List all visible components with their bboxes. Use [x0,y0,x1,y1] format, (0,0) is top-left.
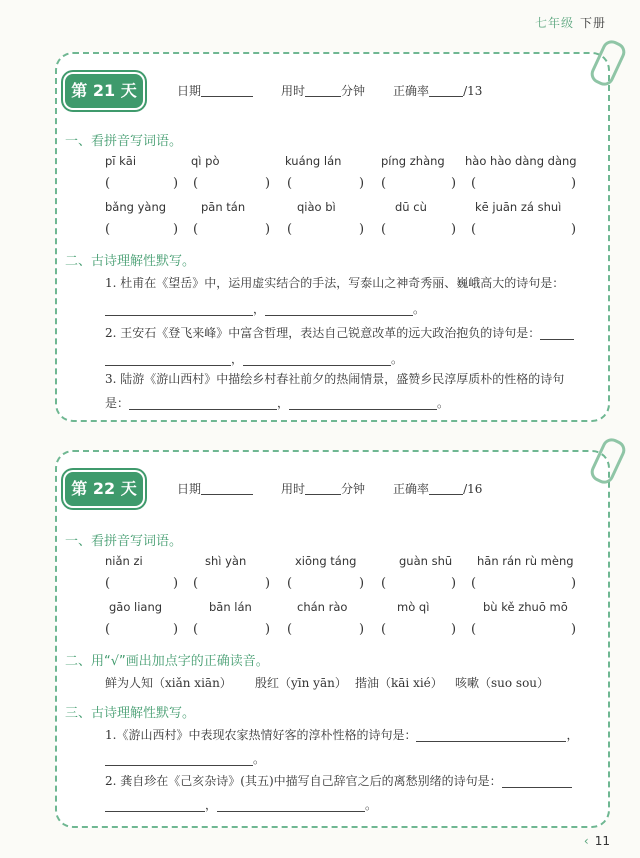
pinyin: qì pò [191,154,220,168]
time-label: 用时 [281,482,306,496]
page-footer [584,834,610,848]
day-badge: 第 21 天 [65,74,143,108]
pinyin: shì yàn [205,554,247,568]
pinyin: píng zhàng [381,154,445,168]
accuracy-label: 正确率 [393,482,430,496]
meta-line [177,480,482,497]
pinyin: pān tán [201,200,246,214]
pinyin: qiào bì [297,200,336,214]
pinyin: chán rào [297,600,348,614]
pinyin: niǎn zi [105,554,143,568]
answer-blank[interactable] [105,798,205,812]
question-3: 3. 陆游《游山西村》中描绘乡村春社前夕的热闹情景，盛赞乡民淳厚质朴的性格的诗句 是： ， 。 [105,370,605,412]
answer-blank[interactable] [289,396,437,410]
time-label: 用时 [281,84,306,98]
date-blank[interactable] [201,84,253,97]
question-2: 2. 龚自珍在《己亥杂诗》(其五)中描写自己辞官之后的离愁别绪的诗句是： ， 。 [105,772,605,814]
date-label: 日期 [177,84,202,98]
answer-blank[interactable] [217,798,365,812]
meta-line [177,82,482,99]
answer-blank[interactable] [105,752,253,766]
answer-row[interactable]: ( ) ( ) ( ) ( ) ( ) [105,622,577,637]
pron-item[interactable]: 殷红（yīn yān） [255,676,347,690]
page-mark-icon: ‹ [583,834,589,848]
answer-row[interactable]: ( ) ( ) ( ) ( ) ( ) [105,176,577,191]
accuracy-blank[interactable] [429,482,463,495]
answer-row[interactable]: ( ) ( ) ( ) ( ) ( ) [105,222,577,237]
question-text: 1. 杜甫在《望岳》中，运用虚实结合的手法，写泰山之神奇秀丽、巍峨高大的诗句是： [105,276,565,290]
book-label: 下册 [579,16,606,30]
question-text: 3. 陆游《游山西村》中描绘乡村春社前夕的热闹情景，盛赞乡民淳厚质朴的性格的诗句 [105,372,565,386]
section-title: 二、古诗理解性默写。 [65,254,196,269]
day-card-22 [55,450,610,828]
accuracy-blank[interactable] [429,84,463,97]
pinyin: kuáng lán [285,154,342,168]
time-blank[interactable] [305,84,341,97]
pinyin-row [105,600,585,618]
pinyin: bù kě zhuō mō [483,600,568,614]
pinyin-row [105,200,585,218]
time-blank[interactable] [305,482,341,495]
answer-blank[interactable] [265,302,413,316]
pinyin: xiōng táng [295,554,357,568]
minute-label: 分钟 [341,482,366,496]
pinyin: hān rán rù mèng [477,554,574,568]
section-title: 二、用“√”画出加点字的正确读音。 [65,654,269,669]
question-1: 1. 杜甫在《望岳》中，运用虚实结合的手法，写泰山之神奇秀丽、巍峨高大的诗句是： ， 。 [105,274,605,318]
date-label: 日期 [177,482,202,496]
pinyin: bǎng yàng [105,200,167,214]
question-2: 2. 王安石《登飞来峰》中富含哲理，表达自己锐意改革的远大政治抱负的诗句是： ， 。 [105,324,605,368]
pinyin: dū cù [395,200,427,214]
section-title: 一、看拼音写词语。 [65,534,183,549]
day-badge: 第 22 天 [65,472,143,506]
day-card-21 [55,52,610,422]
paperclip-icon [587,435,628,487]
pinyin: pī kāi [105,154,137,168]
pinyin: hào hào dàng dàng [465,154,577,168]
pinyin-row [105,554,585,572]
pron-item[interactable]: 鲜为人知（xiǎn xiān） [105,676,232,690]
answer-blank[interactable] [105,302,253,316]
total-count: /16 [463,482,483,496]
page-number: 11 [594,834,610,848]
pinyin-row [105,154,585,172]
page-header [535,14,606,31]
answer-blank[interactable] [105,352,231,366]
grade-label: 七年级 [534,16,574,30]
pron-item[interactable]: 揩油（kāi xié） [355,676,443,690]
pinyin: gāo liang [109,600,163,614]
minute-label: 分钟 [341,84,366,98]
answer-blank[interactable] [243,352,391,366]
section-title: 三、古诗理解性默写。 [65,706,196,721]
pinyin: mò qì [397,600,430,614]
paperclip-icon [587,37,628,89]
date-blank[interactable] [201,482,253,495]
pinyin: guàn shū [399,554,453,568]
answer-blank[interactable] [502,774,572,788]
answer-row[interactable]: ( ) ( ) ( ) ( ) ( ) [105,576,577,591]
pronunciation-row [105,674,605,692]
pron-item[interactable]: 咳嗽（suo sou） [455,676,550,690]
pinyin: kē juān zá shuì [475,200,562,214]
accuracy-label: 正确率 [393,84,430,98]
question-text: 2. 王安石《登飞来峰》中富含哲理，表达自己锐意改革的远大政治抱负的诗句是： [105,326,541,340]
question-text: 2. 龚自珍在《己亥杂诗》(其五)中描写自己辞官之后的离愁别绪的诗句是： [105,774,502,788]
answer-blank[interactable] [416,728,566,742]
question-text: 是： [105,396,130,410]
total-count: /13 [463,84,483,98]
question-text: 1.《游山西村》中表现农家热情好客的淳朴性格的诗句是： [105,728,417,742]
pinyin: bān lán [209,600,252,614]
answer-blank[interactable] [129,396,277,410]
section-title: 一、看拼音写词语。 [65,134,183,149]
answer-blank[interactable] [540,326,574,340]
question-1: 1.《游山西村》中表现农家热情好客的淳朴性格的诗句是： ， 。 [105,728,579,766]
